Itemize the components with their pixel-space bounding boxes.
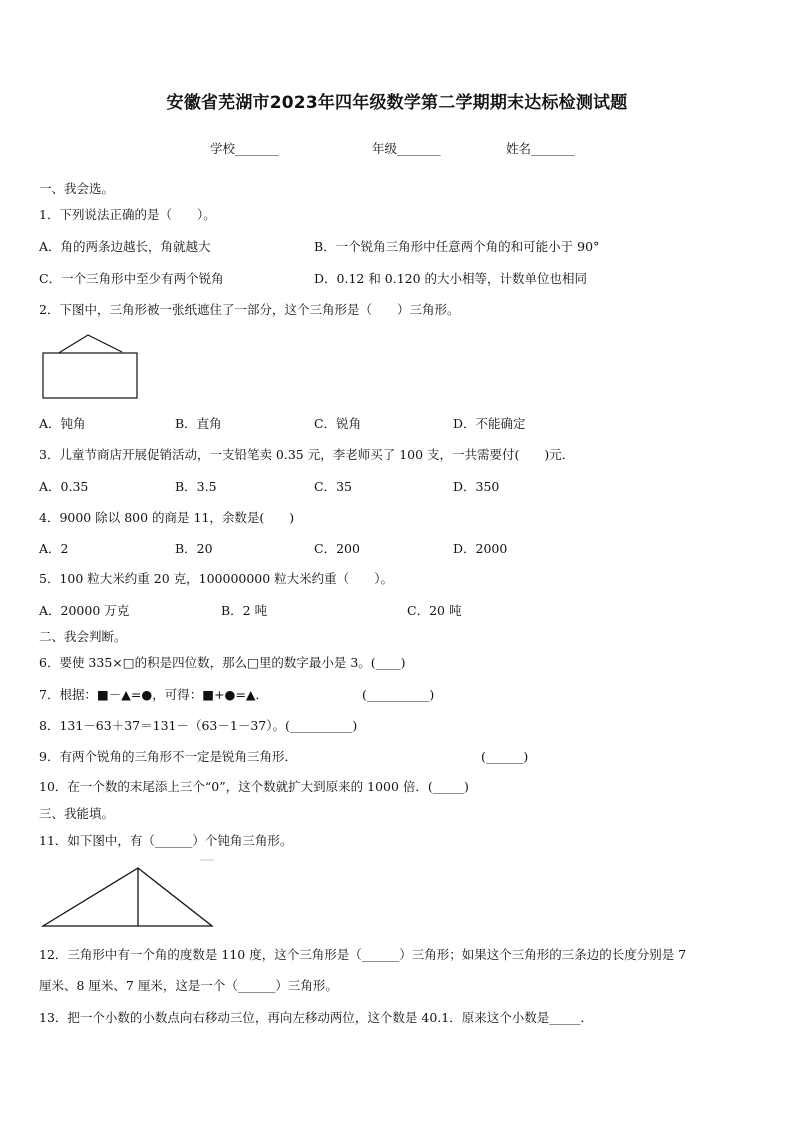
q1-stem: 1．下列说法正确的是（ ）。: [39, 207, 216, 222]
section-2-heading: 二、我会判断。: [39, 629, 127, 644]
section-3-heading: 三、我能填。: [39, 806, 115, 821]
name-field[interactable]: 姓名_______: [506, 141, 575, 156]
q8: 8．131－63＋37＝131－（63－1－37）。(__________): [39, 718, 358, 733]
school-field[interactable]: 学校_______: [210, 141, 279, 156]
q9-answer-blank[interactable]: (______): [481, 749, 529, 764]
page-title: 安徽省芜湖市2023年四年级数学第二学期期末达标检测试题: [166, 93, 628, 113]
q4-option-d[interactable]: D．2000: [453, 541, 508, 556]
q5-option-c[interactable]: C．20 吨: [407, 603, 462, 618]
q5-option-a[interactable]: A．20000 万克: [39, 603, 130, 618]
q3-option-d[interactable]: D．350: [453, 479, 500, 494]
q1-option-b[interactable]: B．一个锐角三角形中任意两个角的和可能小于 90°: [314, 239, 600, 254]
q4-option-c[interactable]: C．200: [314, 541, 360, 556]
q3-option-c[interactable]: C．35: [314, 479, 352, 494]
obtuse-triangles-figure: [40, 860, 215, 930]
q2-option-a[interactable]: A．钝角: [39, 416, 86, 431]
q3-option-a[interactable]: A．0.35: [39, 479, 89, 494]
q5-option-b[interactable]: B．2 吨: [221, 603, 268, 618]
q6: 6．要使 335×□的积是四位数，那么□里的数字最小是 3。(____): [39, 655, 406, 670]
q1-option-c[interactable]: C．一个三角形中至少有两个锐角: [39, 271, 224, 286]
q7: 7．根据：■－▲=●，可得：■+●=▲．: [39, 687, 269, 702]
section-1-heading: 一、我会选。: [39, 181, 115, 196]
q4-option-b[interactable]: B．20: [175, 541, 213, 556]
q3-stem: 3．儿童节商店开展促销活动，一支铅笔卖 0.35 元，李老师买了 100 支，一共需要付( )元．: [39, 447, 575, 462]
q5-stem: 5．100 粒大米约重 20 克，100000000 粒大米约重（ ）。: [39, 571, 393, 586]
q13: 13．把一个小数的小数点向右移动三位，再向左移动两位，这个数是 40.1．原来这个小数是_____．: [39, 1010, 593, 1025]
q4-stem: 4．9000 除以 800 的商是 11，余数是( ): [39, 510, 295, 525]
q4-option-a[interactable]: A．2: [39, 541, 69, 556]
covered-triangle-figure: [40, 332, 140, 402]
q10: 10．在一个数的末尾添上三个“0”，这个数就扩大到原来的 1000 倍．(_____): [39, 779, 469, 794]
q3-option-b[interactable]: B．3.5: [175, 479, 217, 494]
q2-option-c[interactable]: C．锐角: [314, 416, 362, 431]
q2-option-d[interactable]: D．不能确定: [453, 416, 526, 431]
q7-answer-blank[interactable]: (__________): [362, 687, 435, 702]
grade-field[interactable]: 年级_______: [372, 141, 441, 156]
q11: 11．如下图中，有（______）个钝角三角形。: [39, 833, 293, 848]
q1-option-d[interactable]: D．0.12 和 0.120 的大小相等，计数单位也相同: [314, 271, 588, 286]
q9: 9．有两个锐角的三角形不一定是锐角三角形．: [39, 749, 297, 764]
q12-line1: 12．三角形中有一个角的度数是 110 度，这个三角形是（______）三角形；如果这个三角形的三条边的长度分别是 7: [39, 947, 687, 962]
q12-line2: 厘米、8 厘米、7 厘米，这是一个（______）三角形。: [39, 978, 338, 993]
q2-option-b[interactable]: B．直角: [175, 416, 222, 431]
q2-stem: 2．下图中，三角形被一张纸遮住了一部分，这个三角形是（ ）三角形。: [39, 302, 460, 317]
q1-option-a[interactable]: A．角的两条边越长，角就越大: [39, 239, 211, 254]
